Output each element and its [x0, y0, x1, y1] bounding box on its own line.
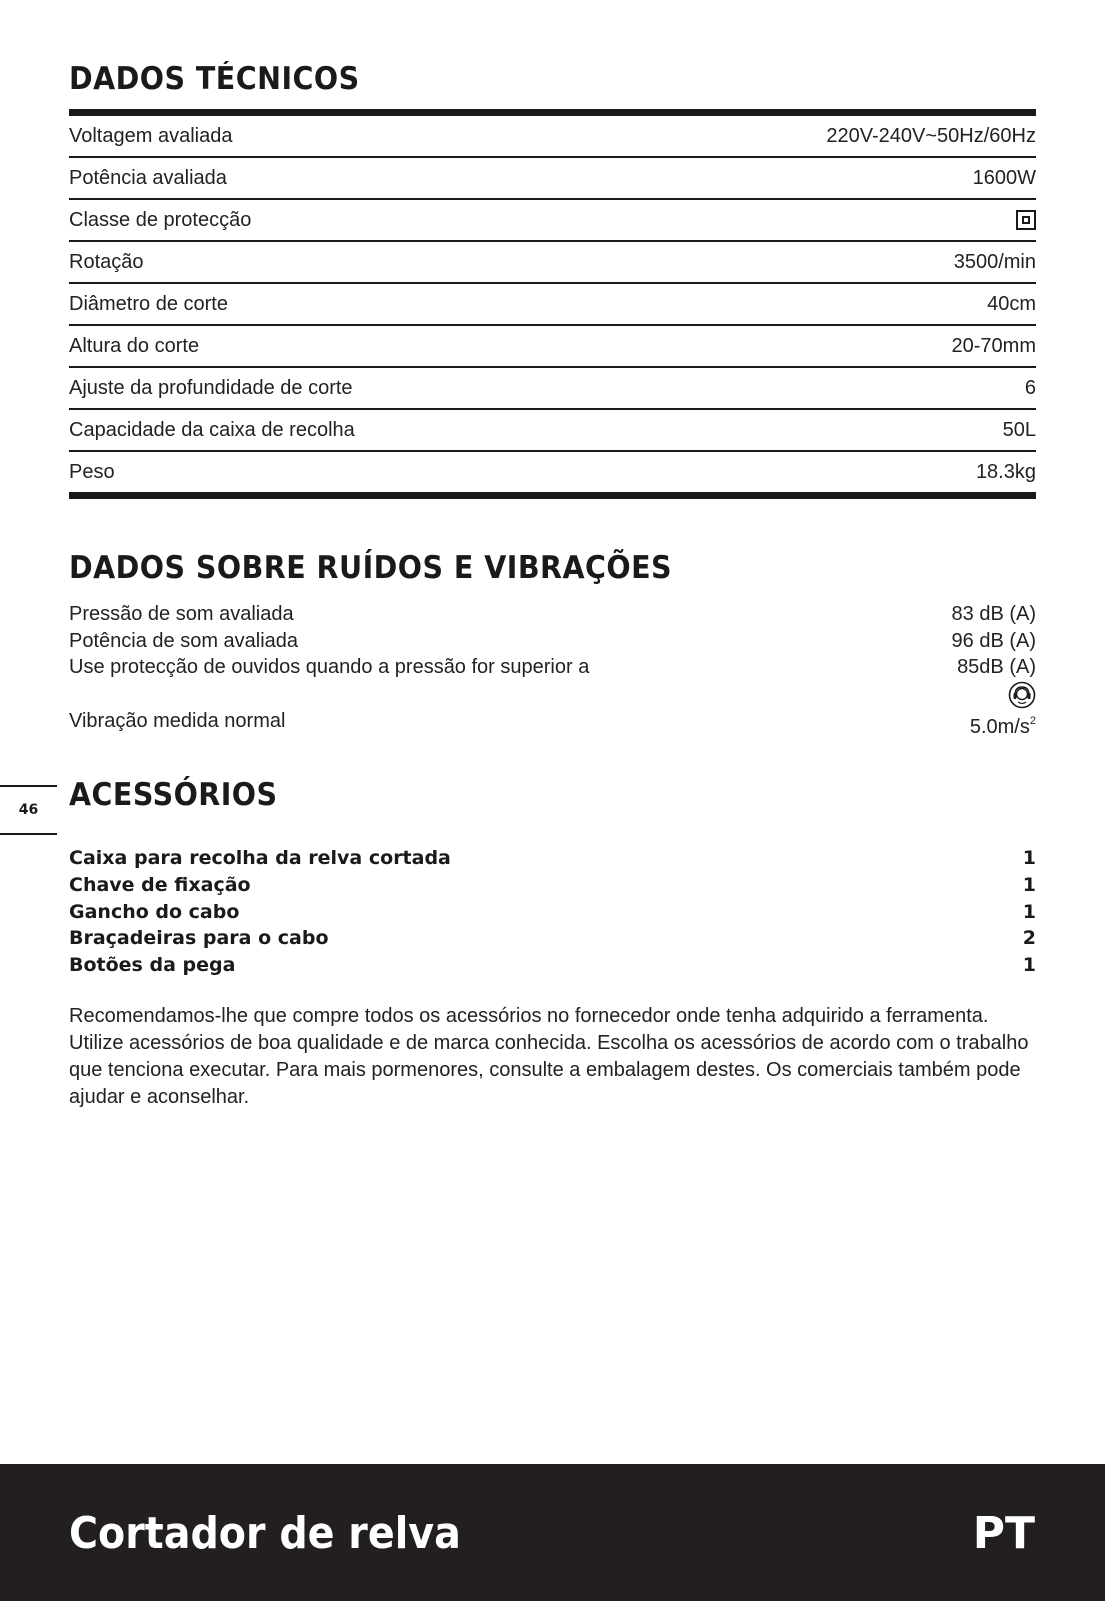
spec-value: 6: [1024, 376, 1036, 399]
accessory-qty: 1: [1022, 954, 1036, 977]
product-title: Cortador de relva: [69, 1508, 461, 1559]
footer-bar: [0, 1464, 1105, 1601]
spec-value: 50L: [1002, 418, 1036, 441]
language-code: PT: [972, 1508, 1035, 1559]
spec-row-protection-class: [69, 198, 1036, 240]
spec-label: Rotação: [69, 250, 144, 273]
spec-row-rotation: [69, 240, 1036, 282]
spec-row-power: [69, 156, 1036, 198]
accessory-label: Braçadeiras para o cabo: [69, 927, 329, 950]
spec-label: Classe de protecção: [69, 208, 252, 231]
noise-data-list: [69, 601, 1036, 738]
spec-row-cutting-height: [69, 324, 1036, 366]
accessory-label: Caixa para recolha da relva cortada: [69, 847, 451, 869]
spec-row-bag-capacity: [69, 408, 1036, 450]
spec-value: 3500/min: [953, 250, 1036, 273]
spec-row-weight: [69, 450, 1036, 492]
spec-value: 40cm: [987, 292, 1036, 315]
noise-row: [69, 654, 1036, 681]
spec-label: Voltagem avaliada: [69, 124, 233, 147]
spec-label: Capacidade da caixa de recolha: [69, 418, 355, 441]
spec-value: 220V-240V~50Hz/60Hz: [826, 124, 1036, 147]
noise-value: 85dB (A): [957, 656, 1036, 678]
list-item: [69, 845, 1036, 872]
accessory-qty: 1: [1022, 900, 1036, 923]
vibration-row: [69, 708, 1036, 740]
page-number: 46: [0, 785, 57, 835]
spec-value: 1600W: [972, 166, 1036, 189]
spec-label: Altura do corte: [69, 334, 200, 357]
spec-label: Peso: [69, 460, 115, 483]
noise-row: [69, 601, 1036, 628]
accessories-list: [69, 845, 1036, 979]
list-item: [69, 872, 1036, 899]
technical-data-heading: DADOS TÉCNICOS: [69, 61, 360, 97]
spec-value: 18.3kg: [975, 460, 1036, 483]
spec-label: Diâmetro de corte: [69, 292, 228, 315]
double-insulation-icon: [1016, 210, 1036, 230]
spec-row-cutting-diameter: [69, 282, 1036, 324]
table-top-rule: [69, 109, 1036, 116]
noise-label: Pressão de som avaliada: [69, 603, 294, 625]
accessory-label: Chave de fixação: [69, 873, 251, 896]
noise-row: [69, 628, 1036, 655]
noise-value: 83 dB (A): [951, 603, 1036, 625]
vibration-value: $5.0m/s^2$: [969, 715, 1036, 738]
noise-value: 96 dB (A): [951, 629, 1036, 652]
noise-label: Use protecção de ouvidos quando a pressão for superior a: [69, 656, 590, 678]
accessory-qty: 1: [1022, 873, 1036, 896]
list-item: [69, 925, 1036, 952]
accessory-qty: 1: [1022, 847, 1036, 869]
spec-value: 20-70mm: [951, 334, 1036, 357]
accessory-label: Gancho do cabo: [69, 900, 240, 923]
spec-label: Ajuste da profundidade de corte: [69, 376, 353, 399]
table-bottom-rule: [69, 492, 1036, 499]
spec-row-depth-adjust: [69, 366, 1036, 408]
accessory-qty: 2: [1022, 927, 1036, 950]
spec-row-voltage: [69, 116, 1036, 156]
vibration-exponent: 2: [1029, 715, 1036, 727]
list-item: [69, 899, 1036, 926]
technical-data-table: [69, 109, 1036, 499]
list-item: [69, 952, 1036, 979]
accessories-heading: ACESSÓRIOS: [69, 777, 278, 813]
ear-protection-icon: [1008, 681, 1036, 709]
accessories-recommendation: Recomendamos-lhe que compre todos os acessórios no fornecedor onde tenha adquirido a ferramenta. Utilize acessórios de boa qualidade e de marca conhecida. Escolha os acessórios de acordo com o trabalho que tenciona executar. Para mais pormenores, consulte a embalagem destes. Os comerciais também pode ajudar e aconselhar.: [69, 1005, 1029, 1108]
vibration-label: Vibração medida normal: [69, 710, 286, 732]
noise-data-heading: DADOS SOBRE RUÍDOS E VIBRAÇÕES: [69, 550, 673, 586]
spec-label: Potência avaliada: [69, 166, 227, 189]
noise-label: Potência de som avaliada: [69, 629, 299, 652]
accessory-label: Botões da pega: [69, 954, 236, 977]
